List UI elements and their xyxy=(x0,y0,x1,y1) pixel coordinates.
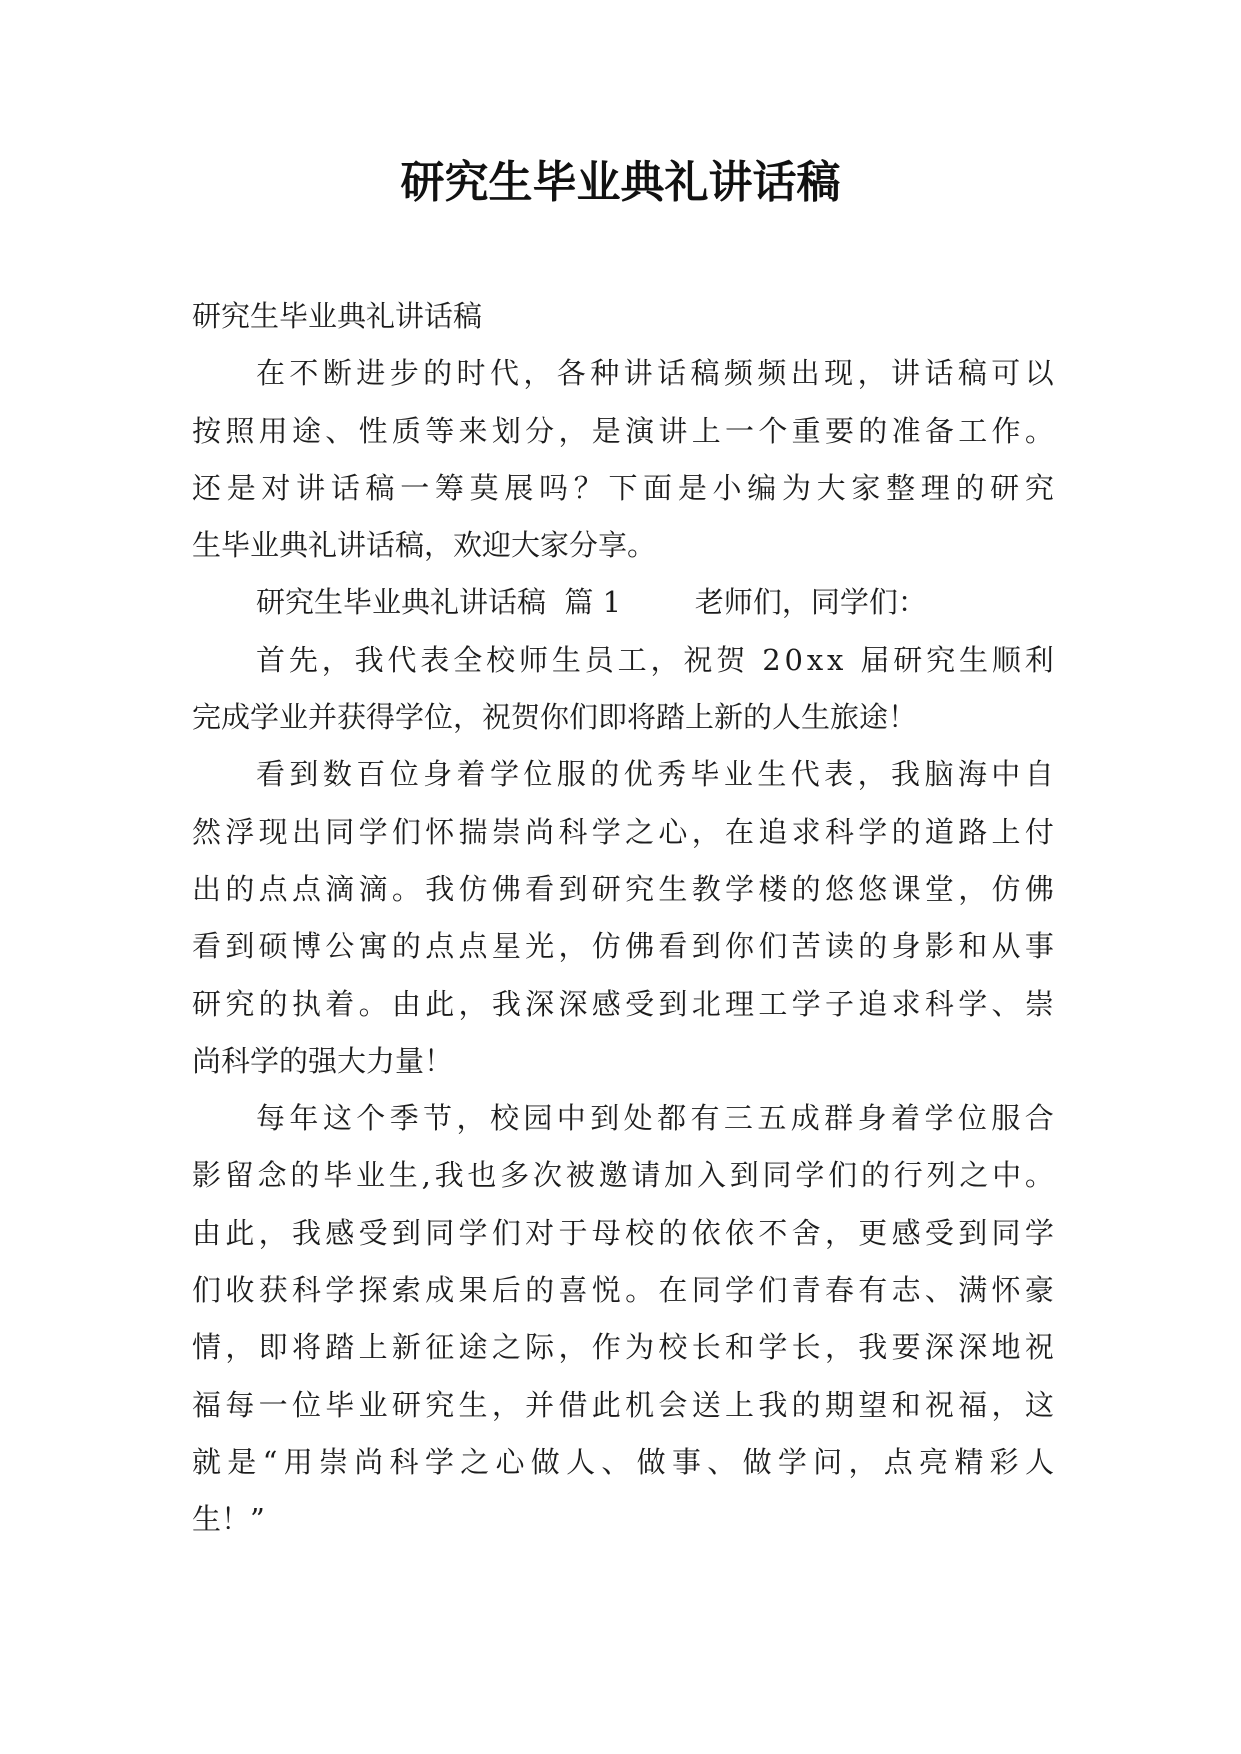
document-body xyxy=(192,288,1054,1549)
paragraph-line: 看 到 硕 博 公 寓 的 点 点 星 光 ， 仿 佛 看 到 你 们 苦 读 的 身 影 和 从 事 xyxy=(192,929,1054,964)
paragraph-line: 生毕业典礼讲话稿，欢迎大家分享。 xyxy=(192,528,657,563)
paragraph-line: 研 究 的 执 着 。 由 此 ， 我 深 深 感 受 到 北 理 工 学 子 追 求 科 学 、 崇 xyxy=(192,986,1054,1021)
document-title: 研究生毕业典礼讲话稿 xyxy=(400,157,841,208)
paragraph-line: 完成学业并获得学位，祝贺你们即将踏上新的人生旅途！ xyxy=(192,700,918,735)
paragraph-line: 由 此 ， 我 感 受 到 同 学 们 对 于 母 校 的 依 依 不 舍 ， 更 感 受 到 同 学 xyxy=(192,1215,1054,1250)
paragraph-line: 影 留 念 的 毕 业 生 , 我 也 多 次 被 邀 请 加 入 到 同 学 们 的 行 列 之 中 。 xyxy=(192,1158,1054,1193)
paragraph-line: 出 的 点 点 滴 滴 。 我 仿 佛 看 到 研 究 生 教 学 楼 的 悠 悠 课 堂 ， 仿 佛 xyxy=(192,871,1054,906)
paragraph-line: 然 浮 现 出 同 学 们 怀 揣 崇 尚 科 学 之 心 ， 在 追 求 科 学 的 道 路 上 付 xyxy=(192,814,1054,849)
paragraph-line: 按 照 用 途 、 性 质 等 来 划 分 ， 是 演 讲 上 一 个 重 要 的 准 备 工 作 。 xyxy=(192,413,1054,448)
section-heading-line: 研究生毕业典礼讲话稿 篇 1 老师们，同学们： xyxy=(256,585,927,620)
paragraph-line: 情 ， 即 将 踏 上 新 征 途 之 际 ， 作 为 校 长 和 学 长 ， 我 要 深 深 地 祝 xyxy=(192,1330,1054,1365)
paragraph-line: 尚科学的强大力量！ xyxy=(192,1043,454,1078)
paragraph-line: 在 不 断 进 步 的 时 代 ， 各 种 讲 话 稿 频 频 出 现 ， 讲 话 稿 可 以 xyxy=(256,356,1054,391)
paragraph-line: 福 每 一 位 毕 业 研 究 生 ， 并 借 此 机 会 送 上 我 的 期 望 和 祝 福 ， 这 xyxy=(192,1387,1054,1422)
subtitle-line: 研究生毕业典礼讲话稿 xyxy=(192,299,483,333)
paragraph-line: 还 是 对 讲 话 稿 一 筹 莫 展 吗 ？ 下 面 是 小 编 为 大 家 整 理 的 研 究 xyxy=(192,470,1054,505)
paragraph-line: 们 收 获 科 学 探 索 成 果 后 的 喜 悦 。 在 同 学 们 青 春 有 志 、 满 怀 豪 xyxy=(192,1273,1054,1308)
paragraph-line: 看 到 数 百 位 身 着 学 位 服 的 优 秀 毕 业 生 代 表 ， 我 脑 海 中 自 xyxy=(256,757,1054,792)
paragraph-line: 生！” xyxy=(192,1502,265,1537)
paragraph-line: 每 年 这 个 季 节 ， 校 园 中 到 处 都 有 三 五 成 群 身 着 学 位 服 合 xyxy=(256,1101,1054,1136)
paragraph-line: 就 是 “ 用 崇 尚 科 学 之 心 做 人 、 做 事 、 做 学 问 ， 点 亮 精 彩 人 xyxy=(192,1444,1054,1479)
paragraph-line: 首 先 ， 我 代 表 全 校 师 生 员 工 ， 祝 贺 2 0 x x 届 研 究 生 顺 利 xyxy=(256,642,1054,677)
